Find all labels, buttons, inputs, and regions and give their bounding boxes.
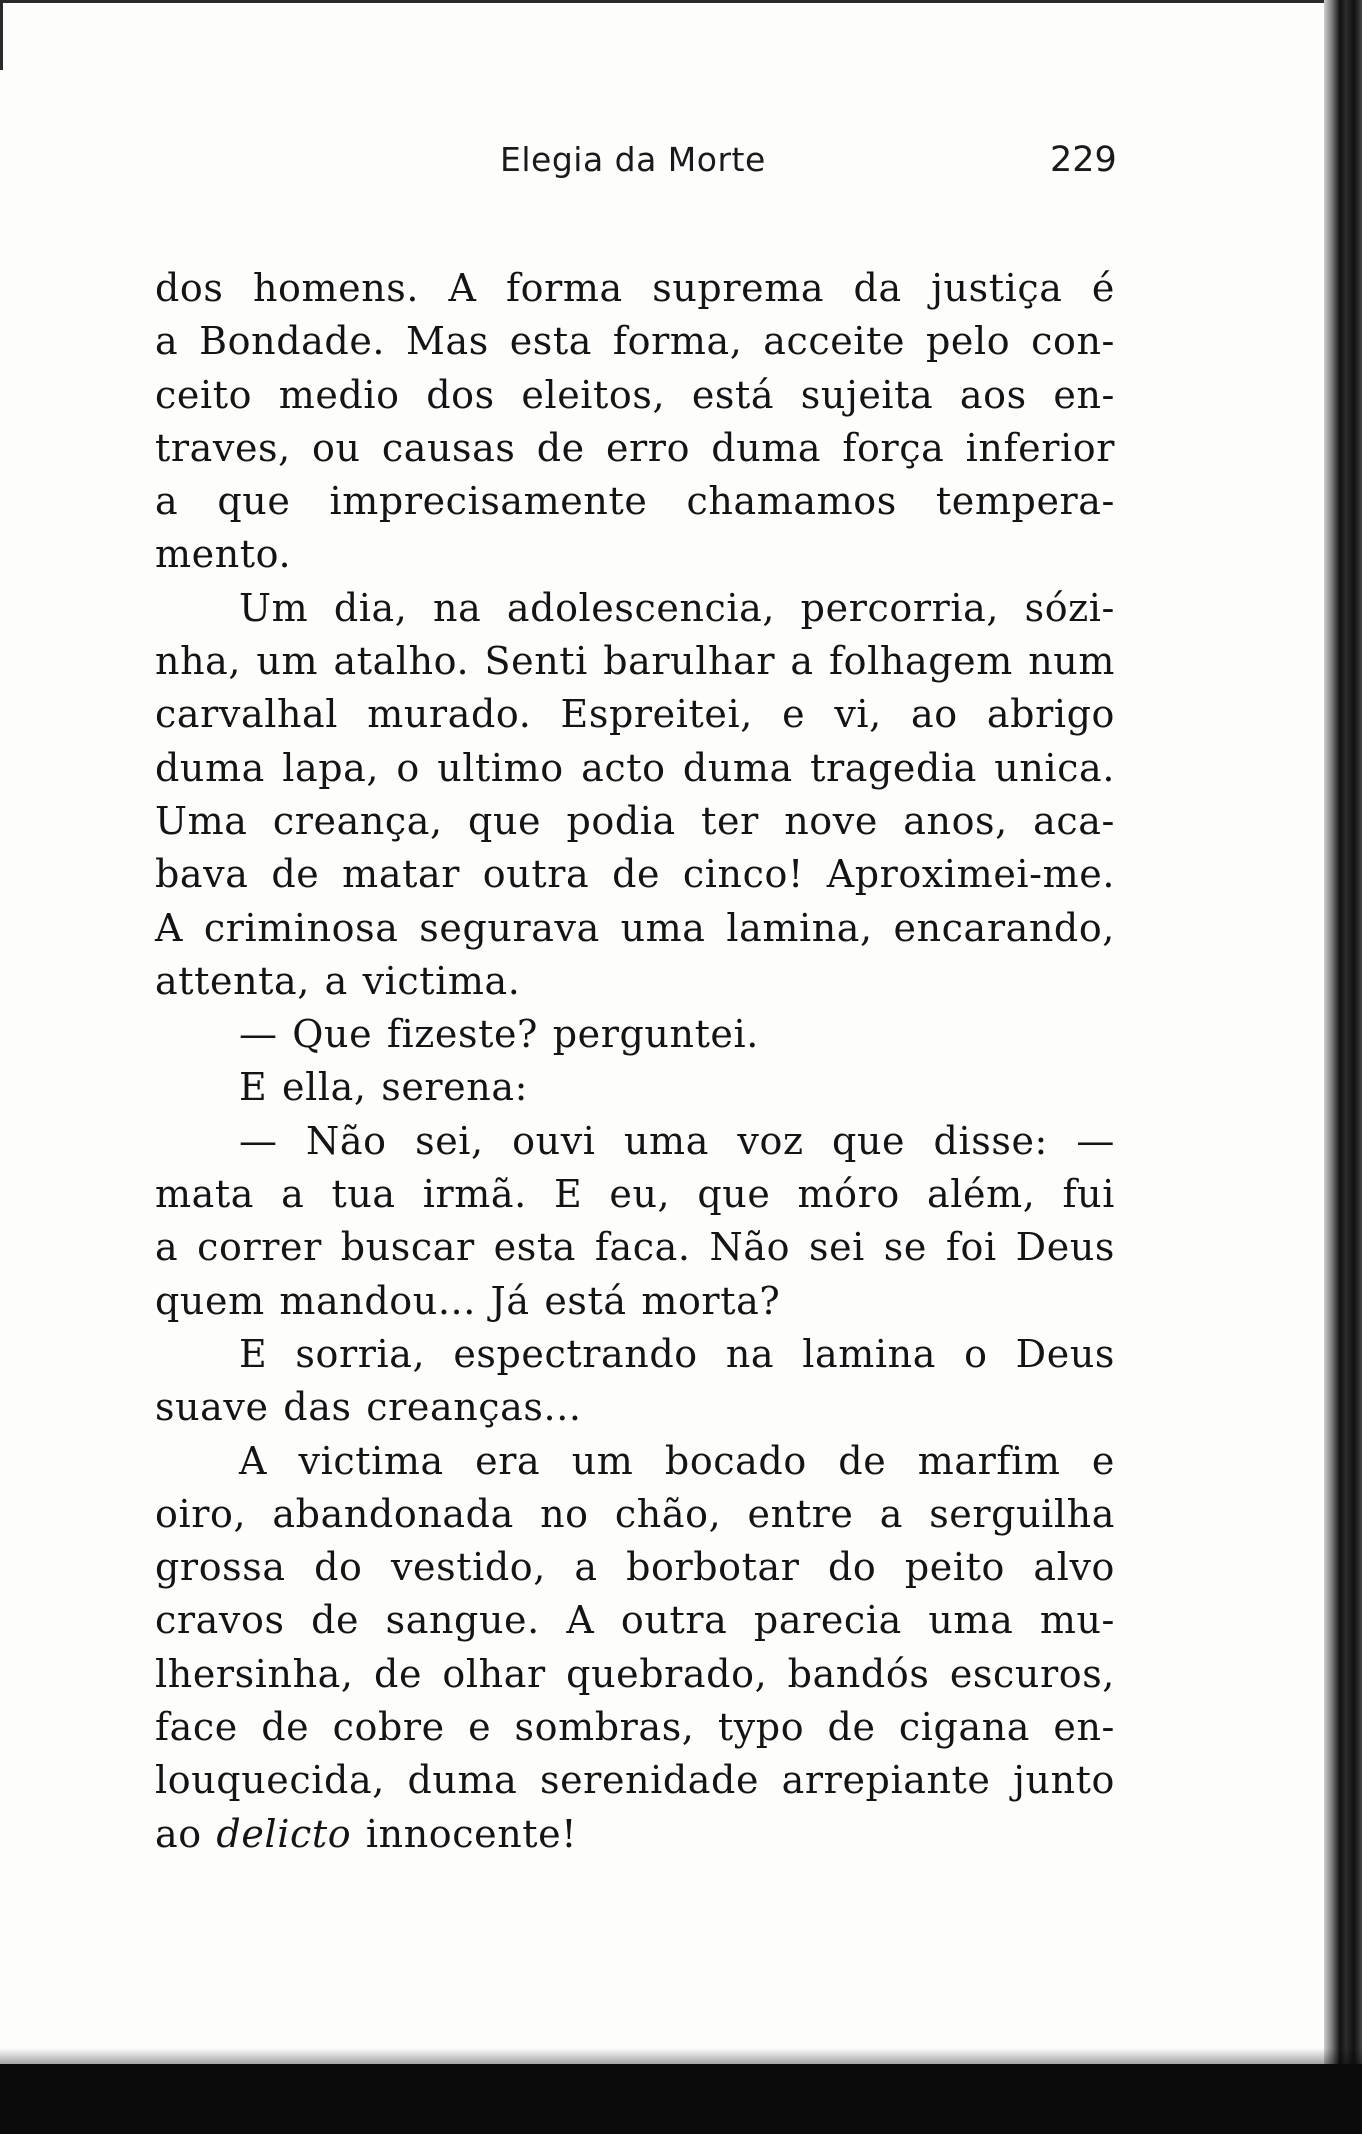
body-text xyxy=(155,262,1115,1861)
scan-bottom-edge xyxy=(0,2064,1362,2134)
text-line: Um dia, na adolescencia, percorria, sózi- xyxy=(239,585,1115,630)
final-line-start: ao xyxy=(155,1811,217,1856)
text-line: lhersinha, de olhar quebrado, bandós escuros, xyxy=(155,1651,1115,1696)
text-line: A criminosa segurava uma lamina, encarando, xyxy=(155,905,1115,950)
text-line: a que imprecisamente chamamos tempera- xyxy=(155,479,1115,524)
text-line: ceito medio dos eleitos, está sujeita aos en- xyxy=(155,372,1115,417)
text-line: louquecida, duma serenidade arrepiante junto xyxy=(155,1758,1115,1803)
running-title: Elegia da Morte xyxy=(500,140,766,179)
text-line: oiro, abandonada no chão, entre a serguilha xyxy=(155,1491,1115,1536)
text-line: a correr buscar esta faca. Não sei se foi Deus xyxy=(155,1225,1115,1270)
final-text-line xyxy=(155,1808,1115,1861)
text-line: Uma creança, que podia ter nove anos, aca- xyxy=(155,798,1115,843)
text-line: grossa do vestido, a borbotar do peito alvo xyxy=(155,1545,1115,1590)
text-line: — Que fizeste? perguntei. xyxy=(239,1012,759,1057)
scan-top-edge xyxy=(0,0,1362,3)
text-line: face de cobre e sombras, typo de cigana en- xyxy=(155,1705,1115,1750)
text-line: quem mandou... Já está morta? xyxy=(155,1278,781,1323)
italic-word: delicto xyxy=(216,1811,352,1856)
text-line: bava de matar outra de cinco! Aproximei-me. xyxy=(155,852,1115,897)
text-line: nha, um atalho. Senti barulhar a folhagem num xyxy=(155,639,1115,684)
final-line-end: innocente! xyxy=(351,1811,578,1856)
running-header xyxy=(0,140,1362,190)
text-line: traves, ou causas de erro duma força inferior xyxy=(155,425,1115,470)
text-line: E ella, serena: xyxy=(239,1065,529,1110)
text-line: cravos de sangue. A outra parecia uma mu- xyxy=(155,1598,1115,1643)
text-line: mento. xyxy=(155,532,292,577)
scan-left-edge xyxy=(0,0,3,70)
text-line: E sorria, espectrando na lamina o Deus xyxy=(239,1331,1115,1376)
text-line: attenta, a victima. xyxy=(155,958,521,1003)
page-number: 229 xyxy=(1050,140,1117,180)
text-line: duma lapa, o ultimo acto duma tragedia unica. xyxy=(155,745,1115,790)
text-line: mata a tua irmã. E eu, que móro além, fui xyxy=(155,1172,1115,1217)
text-line: carvalhal murado. Espreitei, e vi, ao abrigo xyxy=(155,692,1115,737)
text-line: A victima era um bocado de marfim e xyxy=(239,1438,1115,1483)
text-line: suave das creanças... xyxy=(155,1385,582,1430)
book-spine-shadow xyxy=(1324,0,1362,2134)
text-line: — Não sei, ouvi uma voz que disse: — xyxy=(239,1118,1115,1163)
text-line: a Bondade. Mas esta forma, acceite pelo con- xyxy=(155,319,1115,364)
text-line: dos homens. A forma suprema da justiça é xyxy=(155,266,1115,310)
scan-bottom-shadow xyxy=(0,2048,1362,2064)
